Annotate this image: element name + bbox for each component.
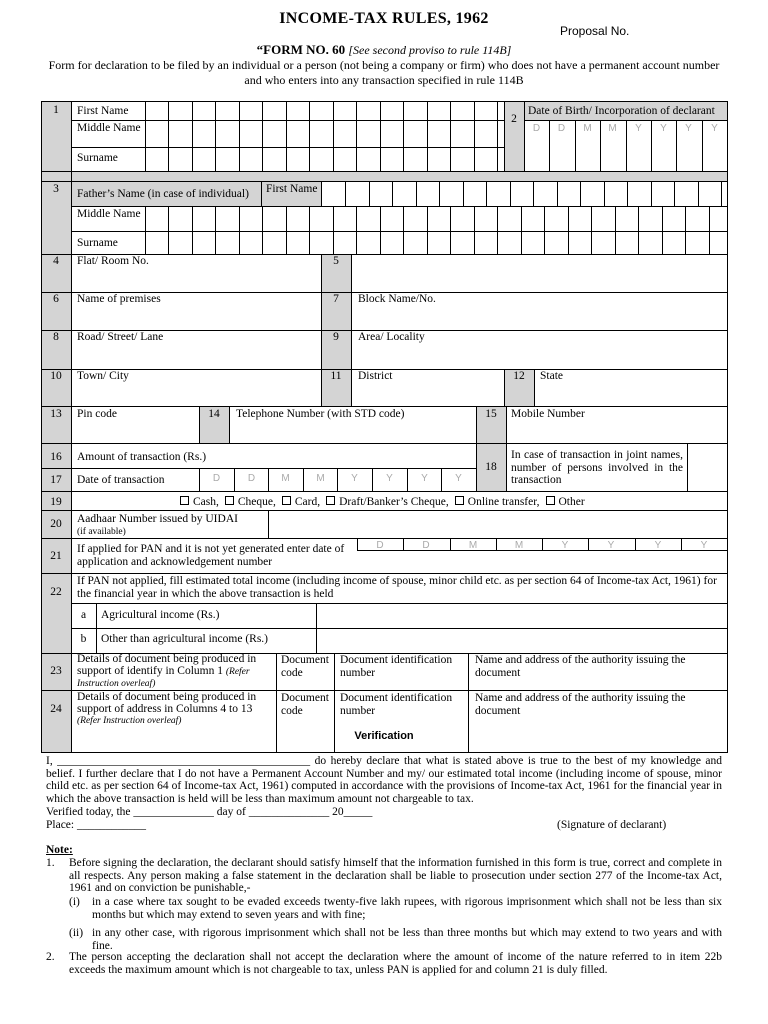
note-1-text: Before signing the declaration, the declarant should satisfy himself that the information furnished in this form is true, correct and complete in all respects. Any person making a false statement in the declaration shall be liable to prosecution under section 277 of the Income-tax Act, 1961 and on conviction be punishable,- [69,857,722,894]
transaction-date-label: Date of transaction [77,474,165,486]
row-19-number: 19 [50,496,62,508]
estimated-income-label: If PAN not applied, fill estimated total income (including income of spouse, minor child etc. as per section 64 of Income-tax Act, 1961) for the financial year in which the above transaction is held [77,575,717,600]
note-2-text: The person accepting the declaration shall not accept the declaration where the amount of income of the nature referred to in item 22b exceeds the maximum amount which is not chargeable to tax, unless PAN is applied for and column 21 is duly filled. [69,951,722,976]
telephone-label: Telephone Number (with STD code) [236,408,405,420]
proposal-number-label: Proposal No. [560,24,630,38]
place-line: Place: ____________ [46,819,146,831]
first-name-label: First Name [77,105,129,117]
grid-line [356,101,357,171]
row-3-number: 3 [53,183,59,195]
transaction-date-placeholder: Y [386,473,393,484]
grid-line [557,181,558,206]
identity-doc-authority-label: Name and address of the authority issuing the document [475,654,686,679]
row-22b-letter: b [80,633,87,645]
grid-line [403,101,404,171]
dob-placeholder: D [557,123,566,134]
row-23-number: 23 [50,665,62,677]
grid-line [239,101,240,171]
payment-mode-option: Online transfer, [467,496,540,508]
middle-name-label: Middle Name [77,122,141,134]
pan-date-placeholder: Y [700,540,708,551]
payment-mode-option: Cash, [193,496,219,508]
note-1-number: 1. [46,857,55,869]
row-6-number: 6 [53,293,59,305]
grid-line [286,206,287,254]
row-9-number: 9 [333,331,339,343]
pan-applied-label: If applied for PAN and it is not yet generated enter date of application and acknowledgement number [77,543,345,568]
verification-text: I, ____________________________________________ do hereby declare that what is stated above is true to the best of my knowledge and belief. I further declare that I do not have a Permanent Account Number and my/ our estimated total income (including income of spouse, minor child etc. as per section 64 of Income-tax Act, 1961) computed in accordance with the provisions of Income-tax Act, 1961 for the financial year in which the above transaction is held will be less than maximum amount not chargeable to tax. [46,755,722,805]
grid-line [627,181,628,206]
row-15-number: 15 [485,408,497,420]
grid-line [580,181,581,206]
identity-doc-code-label: Document code [281,654,329,679]
row-5-number: 5 [333,255,339,267]
row-20-number: 20 [50,518,62,530]
premises-label: Name of premises [77,293,161,305]
transaction-date-placeholder: D [247,473,256,484]
surname-label: Surname [77,152,118,164]
grid-line [568,206,569,254]
dob-label: Date of Birth/ Incorporation of declarant [528,105,715,117]
note-1-ii-number: (ii) [69,927,84,939]
pan-date-placeholder: M [514,540,524,551]
grid-line [262,101,263,171]
grid-line [604,181,605,206]
grid-line [215,101,216,171]
flat-label: Flat/ Room No. [77,255,149,267]
grid-line [439,181,440,206]
row-4-number: 4 [53,255,59,267]
grid-line [544,206,545,254]
form-title: INCOME-TAX RULES, 1962 [279,10,489,27]
dob-placeholder: Y [635,123,642,134]
pan-date-placeholder: Y [607,540,615,551]
payment-mode-checkbox[interactable] [455,496,464,505]
grid-line [427,101,428,171]
grid-line [309,101,310,171]
transaction-date-placeholder: Y [455,473,462,484]
grid-line [721,181,722,206]
block-label: Block Name/No. [358,293,436,305]
payment-mode-checkbox[interactable] [225,496,234,505]
payment-mode-options [180,496,585,509]
grid-line [533,181,534,206]
grid-line [615,206,616,254]
row-18-number: 18 [485,461,497,473]
payment-mode-option: Draft/Banker’s Cheque, [339,496,449,508]
grid-line [262,206,263,254]
verified-date-line: Verified today, the ______________ day of ______________ 20_____ [46,806,373,818]
mobile-label: Mobile Number [511,408,585,420]
grid-line [168,206,169,254]
form-number: “FORM NO. 60 [See second proviso to rule 114B] [256,42,512,57]
grid-line [380,206,381,254]
row-14-number: 14 [208,408,220,420]
aadhaar-sub-label: (if available) [77,527,126,537]
grid-line [450,206,451,254]
father-middle-name-label: Middle Name [77,208,141,220]
area-label: Area/ Locality [358,331,425,343]
identity-doc-id-label: Document identification number [340,654,453,679]
road-label: Road/ Street/ Lane [77,331,164,343]
father-surname-label: Surname [77,237,118,249]
grid-line [427,206,428,254]
grid-line [380,101,381,171]
father-first-name-label: First Name [266,183,318,195]
grid-line [497,101,498,171]
grid-line [651,181,652,206]
row-16-number: 16 [50,451,62,463]
grid-line [309,206,310,254]
address-doc-label: Details of document being produced in support of address in Columns 4 to 13 (Refer Instruction overleaf) [77,691,257,726]
transaction-date-placeholder: D [212,473,221,484]
note-1-ii-text: in any other case, with rigorous imprisonment which shall not be less than three months but which may extend to two years and with fine. [92,927,722,952]
pan-date-placeholder: D [422,540,430,551]
form-description: Form for declaration to be filed by an individual or a person (not being a company or firm) who does not have a permanent account number and who enters into any transaction specified in rule 114B [48,58,720,87]
grid-line [333,101,334,171]
dob-placeholder: M [608,123,617,134]
grid-line [698,181,699,206]
row-10-number: 10 [50,370,62,382]
grid-line [416,181,417,206]
state-label: State [540,370,563,382]
grid-line [474,206,475,254]
grid-line [333,206,334,254]
grid-line [286,101,287,171]
grid-line [709,206,710,254]
dob-placeholder: Y [711,123,718,134]
payment-mode-option: Other [558,496,585,508]
identity-doc-label: Details of document being produced in support of identify in Column 1 (Refer Instruction overleaf) [77,653,257,689]
transaction-date-placeholder: Y [351,473,358,484]
payment-mode-option: Cheque, [237,496,276,508]
aadhaar-label: Aadhaar Number issued by UIDAI [77,513,238,525]
dob-placeholder: Y [685,123,692,134]
payment-mode-option: Card, [294,496,321,508]
grid-line [392,181,393,206]
dob-placeholder: Y [660,123,667,134]
pan-date-placeholder: M [468,540,478,551]
grid-line [486,181,487,206]
pan-date-placeholder: Y [561,540,569,551]
row-7-number: 7 [333,293,339,305]
address-doc-id-label: Document identification number [340,692,453,717]
fathers-name-label: Father’s Name (in case of individual) [77,188,249,200]
grid-line [215,206,216,254]
row-22-number: 22 [50,586,62,598]
grid-line [685,206,686,254]
agricultural-income-label: Agricultural income (Rs.) [101,609,220,621]
row-2-number: 2 [511,113,517,125]
pan-date-placeholder: D [376,540,384,551]
grid-line [638,206,639,254]
grid-line [463,181,464,206]
grid-line [168,101,169,171]
signature-label: (Signature of declarant) [557,819,667,831]
address-doc-authority-label: Name and address of the authority issuing the document [475,692,686,717]
grid-line [474,101,475,171]
transaction-date-placeholder: Y [421,473,428,484]
grid-line [369,181,370,206]
grid-line [591,206,592,254]
grid-line [674,181,675,206]
grid-line [192,206,193,254]
dob-placeholder: D [532,123,541,134]
row-8-number: 8 [53,331,59,343]
payment-mode-checkbox[interactable] [180,496,189,505]
row-17-number: 17 [50,474,62,486]
row-13-number: 13 [50,408,62,420]
grid-line [403,206,404,254]
note-1-i-text: in a case where tax sought to be evaded exceeds twenty-five lakh rupees, with rigorous imprisonment which shall not be less than six months but which may extend to seven years and with fine; [92,896,722,921]
dob-placeholder: M [583,123,592,134]
grid-line [662,206,663,254]
grid-line [497,206,498,254]
transaction-date-placeholder: M [316,473,325,484]
payment-mode-checkbox[interactable] [546,496,555,505]
payment-mode-checkbox[interactable] [282,496,291,505]
payment-mode-checkbox[interactable] [326,496,335,505]
pin-code-label: Pin code [77,408,117,420]
amount-label: Amount of transaction (Rs.) [77,451,207,463]
grid-line [510,181,511,206]
note-1-i-number: (i) [69,896,80,908]
grid-line [521,206,522,254]
row-24-number: 24 [50,703,62,715]
district-label: District [358,370,393,382]
grid-line [239,206,240,254]
address-doc-code-label: Document code [281,692,329,717]
pan-date-placeholder: Y [654,540,662,551]
row-11-number: 11 [330,370,342,382]
grid-line [356,206,357,254]
verification-title: Verification [354,730,414,742]
town-label: Town/ City [77,370,129,382]
row-1-number: 1 [53,104,59,116]
other-income-label: Other than agricultural income (Rs.) [101,633,269,645]
row-12-number: 12 [513,370,525,382]
transaction-date-placeholder: M [281,473,290,484]
note-title: Note: [46,844,73,856]
grid-line [345,181,346,206]
row-21-number: 21 [50,550,62,562]
grid-line [450,101,451,171]
note-2-number: 2. [46,951,55,963]
joint-names-label: In case of transaction in joint names, number of persons involved in the transaction [511,449,683,486]
grid-line [192,101,193,171]
row-22a-letter: a [80,609,87,621]
